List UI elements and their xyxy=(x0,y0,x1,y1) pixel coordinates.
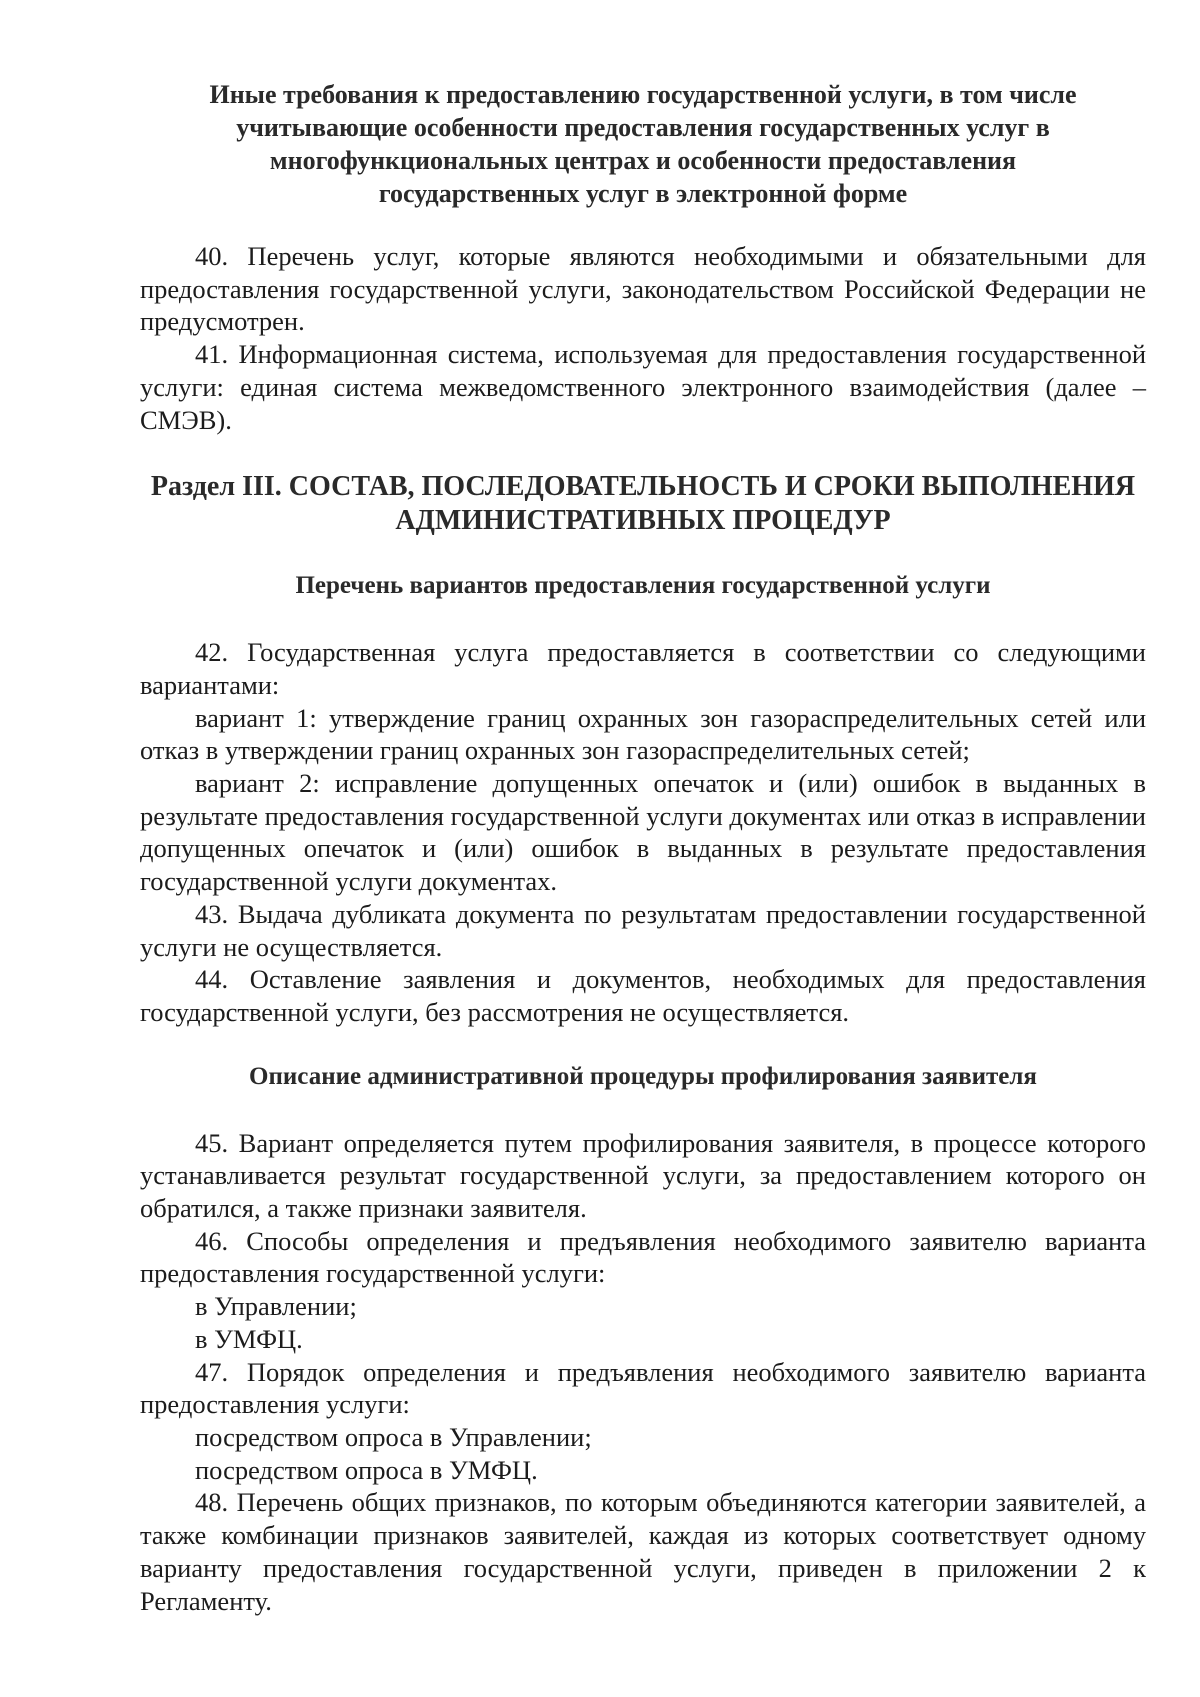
paragraph-42: 42. Государственная услуга предоставляется в соответствии со следующими вариантами: xyxy=(140,637,1146,700)
paragraph-46: 46. Способы определения и предъявления необходимого заявителю варианта предоставления государственной услуги: xyxy=(140,1225,1146,1289)
paragraph-45: 45. Вариант определяется путем профилирования заявителя, в процессе которого устанавливается результат государственной услуги, за предоставлением которого он обратился, а также признаки заявителя. xyxy=(140,1127,1146,1224)
paragraph-40: 40. Перечень услуг, которые являются необходимыми и обязательными для предоставления государственной услуги, законодательством Российской Федерации не предусмотрен. xyxy=(140,241,1146,337)
paragraph-47: 47. Порядок определения и предъявления необходимого заявителю варианта предоставления услуги: xyxy=(140,1356,1146,1420)
document-page xyxy=(140,78,1146,1617)
heading-line: учитывающие особенности предоставления государственных услуг в xyxy=(236,113,1050,142)
heading-variants-list: Перечень вариантов предоставления государственной услуги xyxy=(295,572,991,600)
section-title-line: АДМИНИСТРАТИВНЫХ ПРОЦЕДУР xyxy=(395,505,891,537)
list-item: в УМФЦ. xyxy=(195,1323,303,1354)
paragraph-42-variant-2: вариант 2: исправление допущенных опечаток и (или) ошибок в выданных в результате предоставления государственной услуги документах или отказ в исправлении допущенных опечаток и (или) ошибок в выданных в результате предоставления государственной услуги документах. xyxy=(140,768,1146,897)
heading-line: Иные требования к предоставлению государственной услуги, в том числе xyxy=(209,80,1077,109)
heading-line: государственных услуг в электронной форме xyxy=(378,179,908,208)
paragraph-48: 48. Перечень общих признаков, по которым объединяются категории заявителей, а также комбинации признаков заявителей, каждая из которых соответствует одному варианту предоставления государственной услуги, приведен в приложении 2 к Регламенту. xyxy=(140,1487,1146,1616)
list-item: в Управлении; xyxy=(195,1291,357,1322)
paragraph-44: 44. Оставление заявления и документов, необходимых для предоставления государственной услуги, без рассмотрения не осуществляется. xyxy=(140,964,1146,1027)
paragraph-43: 43. Выдача дубликата документа по результатам предоставлении государственной услуги не осуществляется. xyxy=(140,898,1146,962)
heading-line: многофункциональных центрах и особенности предоставления xyxy=(269,146,1017,175)
list-item: посредством опроса в УМФЦ. xyxy=(195,1454,538,1485)
heading-profiling-procedure: Описание административной процедуры профилирования заявителя xyxy=(249,1062,1037,1090)
paragraph-41: 41. Информационная система, используемая для предоставления государственной услуги: единая система межведомственного электронного взаимодействия (далее – СМЭВ). xyxy=(140,339,1146,435)
paragraph-42-variant-1: вариант 1: утверждение границ охранных зон газораспределительных сетей или отказ в утверждении границ охранных зон газораспределительных сетей; xyxy=(140,702,1146,766)
heading-other-requirements xyxy=(140,78,1146,210)
list-item: посредством опроса в Управлении; xyxy=(195,1421,592,1452)
section-title-line: Раздел III. СОСТАВ, ПОСЛЕДОВАТЕЛЬНОСТЬ И СРОКИ ВЫПОЛНЕНИЯ xyxy=(150,471,1136,503)
section-title xyxy=(140,470,1146,538)
